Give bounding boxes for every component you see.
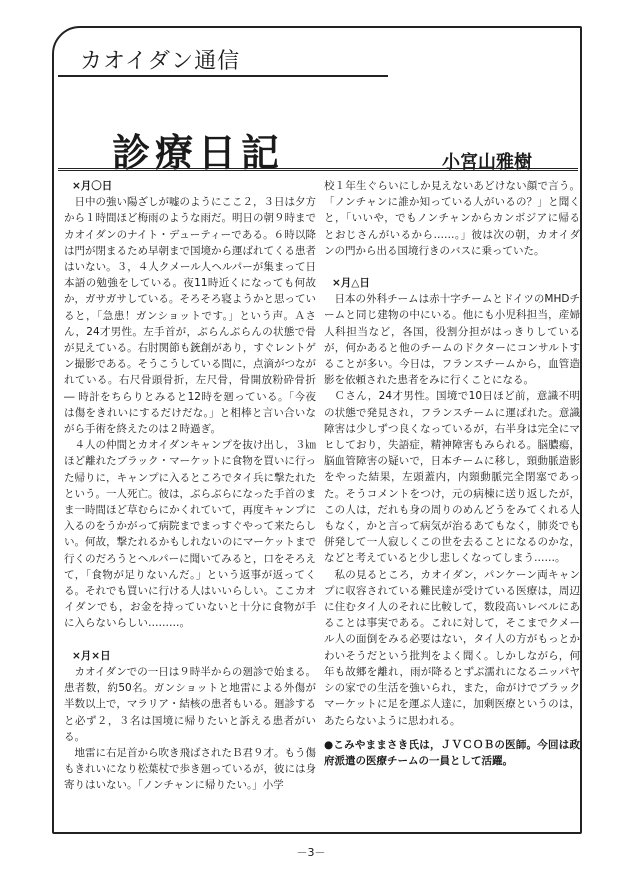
- paragraph: Ｃさん，24才男性。国境で10日ほど前，意識不明の状態で発見され，フランスチームに運ばれた。意識障害は少しずつ良くなっているが，右半身は完全にマヒしており，失語症，精神障害もみられる。脳膿瘍，脳血管障害の疑いで，日本チームに移し，頸動脈造影をやった結果，左頭蓋内，内頸動脈完全閉塞であった。そうコメントをつけ，元の病棟に送り返したが，この人は，だれも身の周りのめんどうをみてくれる人もなく，かと言って病気が治るあてもなく，肺炎でも併発して一人寂しくこの世を去ることになるのかな，などと考えていると少し悲しくなってしまう……。: [324, 390, 580, 565]
- paragraph: 日本の外科チームは赤十字チームとドイツのMHDチームと同じ建物の中にいる。他にも小児科担当，産婦人科担当など，各国，役割分担がはっきりしているが，何かあると他のチームのドクターにコンサルトすることが多い。今日は，フランスチームから，血管造影を依頼された患者をみに行くことになる。: [324, 293, 580, 387]
- entry-date: ×月×日: [72, 649, 111, 662]
- author-note: ●こみやままさき氏は，ＪＶＣＯＢの医師。今回は政府派遣の医療チームの一員として活躍。: [324, 738, 580, 767]
- paragraph: カオイダンでの一日は９時半からの廻診で始まる。患者数，約50名。ガンショットと地雷による外傷が半数以上で，マラリア・結核の患者もいる。廻診すると必ず２，３名は国境に帰りたいと訴える患者がいる。: [64, 665, 316, 743]
- author-name: 小宮山雅樹: [442, 152, 532, 173]
- entry-date: ×月〇日: [72, 180, 113, 192]
- left-column: [64, 178, 316, 794]
- page-number: －3－: [296, 846, 326, 859]
- title-rule: [58, 168, 578, 171]
- paragraph: 校１年生ぐらいにしか見えないあどけない顔で言う。「ノンチャンに誰か知っている人がいるの？」と聞くと，「いいや，でもノンチャンからカンボジアに帰るとおじさんがいるから……。」彼は次の朝，カオイダンの門から出る国境行きのバスに乗っていた。: [324, 180, 580, 257]
- paragraph: 日中の強い陽ざしが嘘のようにここ２，３日は夕方から１時間ほど梅雨のような雨だ。明日の朝９時までカオイダンのナイト・デューティーである。６時以降は門が閉まるため早朝まで国境から運ばれてくる患者はいない。３，４人クメール人ヘルパーが集まって日本語の勉強をしている。夜11時近くになっても何故か，ガサガサしている。そろそろ寝ようかと思っていると，「急患！ガンショットです。」という声。Ａさん，24才男性。左手首が，ぶらんぶらんの状態で骨が見えている。右肘関節も銃創があり，すぐレントゲン撮影である。そうこうしている間に，点滴がつながれている。右尺骨頭骨折，左尺骨，骨開放粉砕骨折 ― 時計をちらりとみると12時を廻っている。「今夜は傷をきれいにするだけだな。」と相棒と言い合いながら手術を終えたのは２時過ぎ。: [64, 196, 316, 436]
- entry-date: ×月△日: [332, 277, 370, 290]
- right-column: [324, 178, 580, 769]
- article-title: 診療日記: [112, 130, 285, 175]
- series-title: カオイダン通信: [80, 49, 241, 74]
- paragraph: 私の見るところ，カオイダン，パンケーン両キャンプに収容されている難民達が受けている医療は，周辺に住むタイ人のそれに比較して，数段高いレベルにあることは事実である。これに対して，そこまでクメール人の面倒をみる必要はない，タイ人の方がもっとかわいそうだという批判をよく聞く。しかしながら，何年も故郷を離れ，雨が降るとずぶ濡れになるニッパヤシの家での生活を強いられ，また，命がけでブラックマーケットに足を運ぶ人達に，加剰医療というのは，あたらないように思われる。: [324, 568, 580, 727]
- paragraph: ４人の仲間とカオイダンキャンプを抜け出し，３㎞ほど離れたブラック・マーケットに食物を買いに行った帰りに，キャンプに入るところでタイ兵に撃たれたという。一人死亡。彼は，ぶらぶらになった手首のまま一時間ほど草むらにかくれていて，再度キャンプに入るのをうかがって病院までまっすぐやって来たらしい。何故，撃たれるかもしれないのにマーケットまで行くのだろうとヘルパーに聞いてみると，口をそろえて，「食物が足りないんだ。」という返事が返ってくる。それでも買いに行ける人はいいらしい。ここカオイダンでも，お金を持っていないと十分に食物が手に入らないらしい………。: [64, 439, 316, 630]
- paragraph: 地雷に右足首から吹き飛ばされたＢ君９才。もう傷もきれいになり松葉杖で歩き廻っているが，彼には身寄りはいない。「ノンチャンに帰りたい。」小学: [64, 746, 316, 792]
